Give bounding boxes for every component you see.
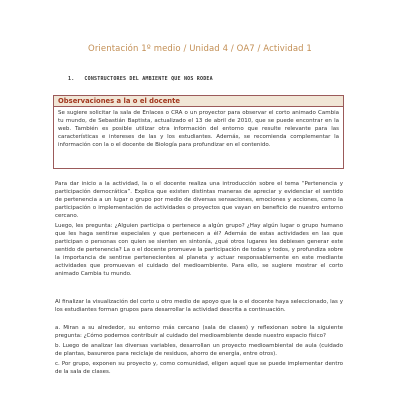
paragraph-closing: Al finalizar la visualización del corto u otro medio de apoyo que la o el docente haya seleccionado, las y los estudiantes forman grupos para desarrollar la actividad descrita a continuación.: [55, 299, 343, 313]
breadcrumb-header: Orientación 1º medio / Unidad 4 / OA7 / Actividad 1: [88, 44, 312, 54]
paragraph-questions: Luego, les pregunta: ¿Alguien participa o pertenece a algún grupo? ¿Hay algún lugar o grupo humano que les haga sentirse especiales y que pertenecen a él? Además de estas actividades en las que participan o personas con quien se sienten en sintonía, ¿qué otros lugares les debiesen generar este sentido de pertenencia? La o el docente promueve la participación de todas y todos, y profundiza sobre la importancia de sentirse pertenecientes al planeta y actuar responsablemente en este mediante actividades que promuevan el cuidado del medioambiente. Para ello, se sugiere mostrar el corto animado Cambia tu mundo.: [55, 223, 343, 277]
intro-paragraph: [55, 180, 343, 220]
closing-paragraph: [55, 298, 343, 314]
section-title: [68, 76, 213, 82]
list-item-c: c. Por grupo, exponen su proyecto y, como comunidad, eligen aquel que se puede implementar dentro de la sala de clases.: [55, 361, 343, 375]
section-title-text: CONSTRUCTORES DEL AMBIENTE QUE NOS RODEA: [84, 76, 213, 82]
list-item-a: a. Miran a su alrededor, su entorno más cercano (sala de clases) y reflexionan sobre la siguiente pregunta: ¿Cómo podemos contribuir al cuidado del medioambiente desde nuestro espacio físico?: [55, 325, 343, 339]
teacher-notes-heading: Observaciones a la o el docente: [54, 96, 343, 107]
paragraph-intro: Para dar inicio a la actividad, la o el docente realiza una introducción sobre el tema “Pertenencia y participación democrática”. Explica que existen distintas maneras de apreciar y evidenciar el sentido de pertenencia a un lugar o grupo por medio de diversas sensaciones, emociones y acciones, como la participación o implementación de actividades o proyectos que vayan en beneficio de nuestro entorno cercano.: [55, 181, 343, 219]
section-number: 1.: [68, 76, 75, 82]
activity-list: [55, 324, 343, 376]
teacher-notes-body: Se sugiere solicitar la sala de Enlaces o CRA o un proyector para observar el corto animado Cambia tu mundo, de Sebastián Baptista, actualizado el 13 de abril de 2010, que se puede encontrar en la web. También es posible utilizar otra información del entorno que resulte relevante para las características e intereses de las y los estudiantes. Además, se recomienda complementar la información con la o el docente de Biología para profundizar en el contenido.: [58, 110, 339, 148]
teacher-notes-box: [53, 95, 344, 169]
question-paragraph: [55, 222, 343, 278]
list-item-b: b. Luego de analizar las diversas variables, desarrollan un proyecto medioambiental de aula (cuidado de plantas, basureros para reciclaje de residuos, ahorro de energía, entre otros).: [55, 343, 343, 357]
